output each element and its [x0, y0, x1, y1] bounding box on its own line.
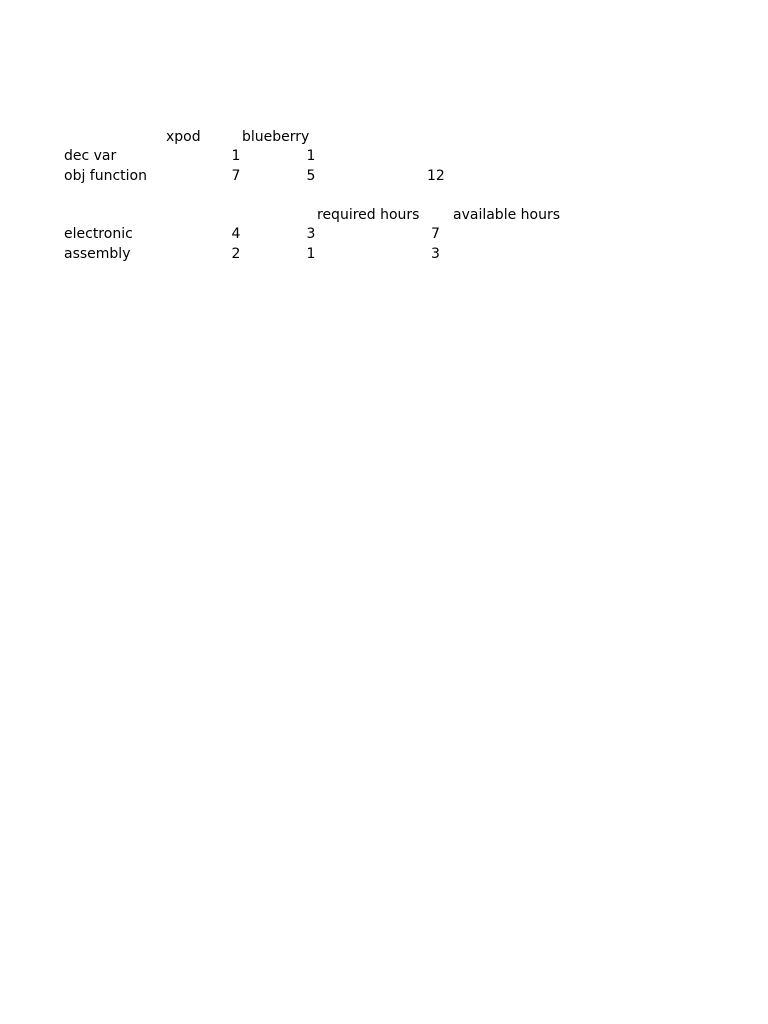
cell-assembly-xpod: 2: [231, 246, 241, 262]
row-label-electronic: electronic: [64, 226, 133, 242]
row-label-obj-function: obj function: [64, 168, 147, 184]
cell-dec-var-blueberry: 1: [306, 148, 316, 164]
cell-electronic-available-hours: 7: [431, 226, 440, 242]
cell-assembly-available-hours: 3: [431, 246, 440, 262]
cell-obj-function-total: 12: [427, 168, 445, 184]
cell-dec-var-xpod: 1: [231, 148, 241, 164]
cell-electronic-xpod: 4: [231, 226, 241, 242]
row-label-assembly: assembly: [64, 246, 131, 262]
column-header-available-hours: available hours: [453, 207, 561, 223]
column-header-required-hours: required hours: [317, 207, 420, 223]
column-header-xpod: xpod: [166, 129, 201, 145]
cell-assembly-blueberry: 1: [306, 246, 316, 262]
cell-electronic-blueberry: 3: [306, 226, 316, 242]
column-header-blueberry: blueberry: [242, 129, 310, 145]
cell-obj-function-xpod: 7: [231, 168, 241, 184]
cell-obj-function-blueberry: 5: [306, 168, 316, 184]
row-label-dec-var: dec var: [64, 148, 117, 164]
